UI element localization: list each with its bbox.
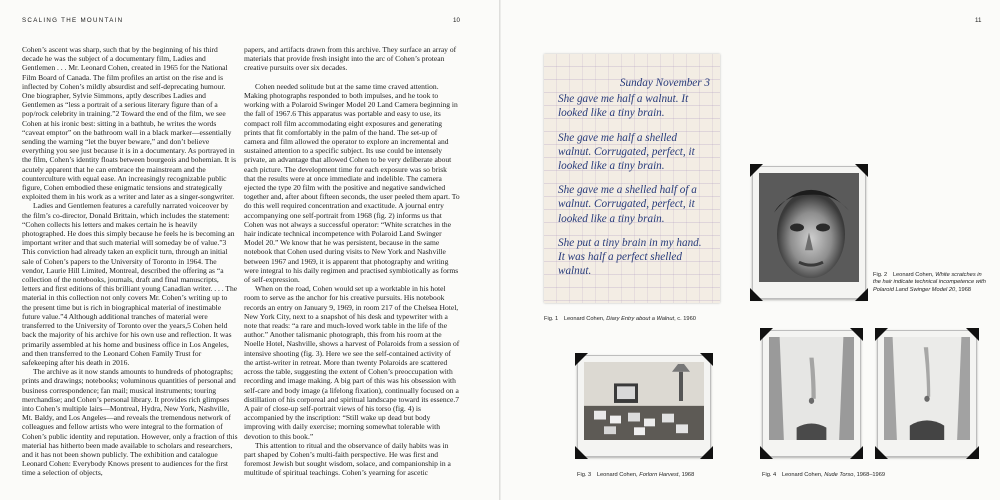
left-page [0,0,499,500]
caption-author: Leonard Cohen, [892,272,934,278]
paragraph: This attention to ritual and the observance of daily habits was in part shaped by Cohen’s multi-faith perspective. He was first and foremost Jewish but sought wisdom, solace, and companionship in a multitude of spiritual teachings. Cohen’s yearning for ascetic [244,440,451,478]
photo-corner [700,446,713,459]
photo-corner [760,446,773,459]
photo-corner [850,446,863,459]
caption-title: Nude Torso [824,472,854,478]
torso-photo [884,337,970,440]
caption-date: , 1968 [678,472,695,478]
figure-number: Fig. 3 [577,472,592,478]
photo-corner [575,446,588,459]
figure-number: Fig. 4 [762,472,777,478]
figure-caption-1 [544,316,744,323]
caption-date: , c. 1960 [674,316,696,322]
diary-date: Sunday November 3 [619,77,710,89]
paragraph: The archive as it now stands amounts to hundreds of photographs; prints and drawings; notebooks; voluminous quantities of personal and business correspondence; fan mail; musical instruments; touring merchandise; and Cohen’s personal library. It provides rich glimpses into Cohen’s multiple lairs—Montreal, Hydra, New York, Nashville, Mt. Baldy, and Los Angeles—and reveals the tremendous network of colleagues and fellow artists who were integral to the formation of Cohen’s public identity and reputation. However, only a fraction of this material has hitherto been made available to scholars and researchers, and it has not been shown publicly. The exhibition and catalogue Leonard Cohen: Everybody Knows present to audiences for the first time a selection of objects, [22,367,238,478]
caption-author: Leonard Cohen, [563,316,605,322]
paragraph: Ladies and Gentlemen features a carefully narrated voiceover by the film’s co-director, Donald Brittain, which includes the statement: “Cohen collects his letters and makes certain he is heavily photographed. He does this simply because he feels he is becoming an important writer and that such material will someday be of value.”3 This conviction had already taken an explicit turn, through an initial sale of Cohen’s papers to the University of Toronto in 1964. The vendor, Laurie Hill Limited, Montreal, described the offering as “a collection of the notebooks, journals, draft and final manuscripts, letters and first editions of this brilliant young Canadian writer. . . . The material in this collection not only covers Mr. Cohen’s writing up to the present time but is rich in biographical material of inestimable future value.”4 Although additional tranches of material were transferred to the University of Toronto over the years,5 Cohen held back the majority of his archive for his own use and reflection. It was primarily assembled at his home and business office in Los Angeles, and then transferred to the Leonard Cohen Family Trust for safekeeping after his death in 2016. [22,201,238,367]
portrait-photo [759,173,859,282]
hotel-room-photo [584,362,704,440]
figure-number: Fig. 2 [873,272,888,278]
photo-corner [750,288,763,301]
paragraph: When on the road, Cohen would set up a worktable in his hotel room to serve as the anchor for his creative pursuits. His notebook records an entry on January 9, 1969, in room 217 of the Chelsea Hotel, New York City, next to a snapshot of his desk and typewriter with a note that reads: “a rare and much-loved work table in the life of the author.” Another talismanic photograph, this from his room at the Noelle Hotel, Nashville, shows a harvest of Polaroids from a session of intensive shooting (fig. 3). Here we see the self-contained activity of the artist-writer in retreat. More than twenty Polaroids are scattered across the table, suggesting the extent of Cohen’s preoccupation with recording and image making. A big part of this was his obsession with self-care and body image (a lifelong fixation), continually focused on a distillation of his corporeal and spiritual landscape toward its essence.7 A pair of close-up self-portrait views of his torso (fig. 4) is accompanied by the inscription: “Still wake up dead but body improving with daily exercise; morning somewhat tolerable with devotion to this book.” [244,284,460,441]
torso-photo [769,337,854,440]
caption-author: Leonard Cohen, [781,472,823,478]
diary-stanza: She gave me half a shelled walnut. Corrugated, perfect, it looked like a tiny brain. [558,131,695,173]
figure-caption-3 [577,472,777,479]
text-column-2 [244,45,460,478]
caption-date: , 1968 [955,286,972,293]
self-portrait-polaroid [752,166,866,299]
photo-corner [875,446,888,459]
caption-title: Diary Entry about a Walnut [606,316,675,322]
diary-page-image [544,54,720,303]
diary-stanza: She put a tiny brain in my hand. It was half a perfect shelled walnut. [558,236,702,278]
figure-caption-2 [873,272,989,294]
diary-stanza: She gave me half a walnut. It looked like a tiny brain. [558,93,689,120]
caption-date: , 1968–1969 [853,472,886,478]
caption-title: Forlorn Harvest [639,472,679,478]
photo-corner [966,446,979,459]
torso-polaroid-2 [877,330,977,457]
hotel-room-polaroid [577,355,711,457]
right-page [501,0,1000,500]
page-number-left: 10 [453,17,460,24]
page-number-right: 11 [975,17,982,24]
caption-title: White scratches in the hair indicate technical incompetence with Polaroid Land Swinger Model 20 [873,272,986,293]
caption-author: Leonard Cohen, [596,472,638,478]
text-column-1 [22,45,238,478]
paragraph: Cohen’s ascent was sharp, such that by the beginning of his third decade he was the subject of a documentary film, Ladies and Gentlemen . . . Mr. Leonard Cohen, created in 1965 for the National Film Board of Canada. The film profiles an artist on the rise and is inflected by Cohen’s mildly absurdist and self-deprecating humour. One biographer, Sylvie Simmons, aptly describes Ladies and Gentlemen as “less a portrait of a serious literary figure than of a pop/rock celebrity in training.”2 Toward the end of the film, we see Cohen at his ironic best: sitting in a bathtub, he writes the words “caveat emptor” on the bathroom wall in a black marker—essentially sending the warning “let the buyer beware,” and don’t believe everything you see just because it is in a documentary. As portrayed in the film, Cohen’s identity floats between bourgeois and bohemian. It is acutely apparent that he can embrace the mainstream and the counterculture with equal ease. An increasingly recognizable public figure, Cohen embodied these enigmatic tensions and strategically exploited them in his work as a writer and later as a singer-songwriter. [22,45,237,202]
diary-stanza: She gave me a shelled half of a walnut. Corrugated, perfect, it looked like a tiny brain. [558,184,697,225]
paragraph: papers, and artifacts drawn from this archive. They surface an array of materials that provide fresh insight into the arc of Cohen’s protean creative pursuits over six decades. [244,45,457,73]
torso-polaroid-1 [762,330,861,457]
figure-number: Fig. 1 [544,316,559,322]
figure-caption-4 [762,472,992,479]
photo-corner [855,288,868,301]
running-head: SCALING THE MOUNTAIN [22,17,124,24]
paragraph: Cohen needed solitude but at the same time craved attention. Making photographs responded to both impulses, and he took to working with a Polaroid Swinger Model 20 Land Camera beginning in the fall of 1967.6 This apparatus was portable and easy to use, its compact roll film accommodating eight exposures and generating prints that fit comfortably in the palm of the hand. The set-up of camera and film allowed the operator to explore an incremental and sustained attention to a specific subject. Its use could be intensely private, an advantage that allowed Cohen to be very deliberate about each picture. The development time for each exposure was so brisk that the results were at once immediate and indelible. The camera ejected the type 20 film with the positive and negative sandwiched together and, after about fifteen seconds, the user peeled them apart. To do this well required concentration and exactitude. A journal entry accompanying one self-portrait from 1968 (fig. 2) informs us that Cohen was not always a successful operator: “White scratches in the hair indicate technical incompetence with Polaroid Land Swinger Model 20.” We know that he was persistent, because in the same notebook that Cohen used during visits to New York and Nashville between 1967 and 1969, it is apparent that photography and writing were integral to his daily regimen and practised symbiotically as forms of self-expression. [244,81,460,285]
